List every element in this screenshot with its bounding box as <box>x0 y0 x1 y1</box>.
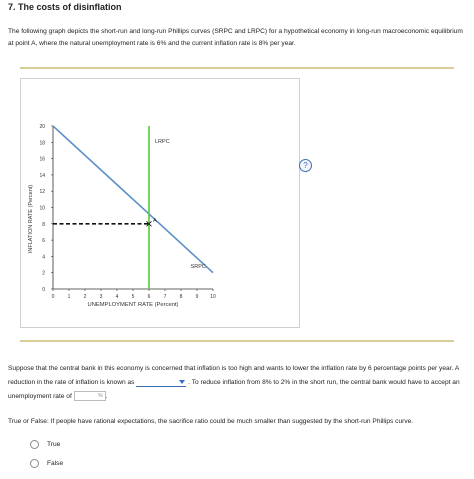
y-tick-label: 10 <box>39 205 45 212</box>
x-axis-label: UNEMPLOYMENT RATE (Percent) <box>87 302 179 308</box>
y-tick-label: 8 <box>42 221 45 228</box>
y-axis-label: INFLATION RATE (Percent) <box>28 184 34 254</box>
graph-panel <box>20 78 308 328</box>
help-icon[interactable]: ? <box>299 159 312 172</box>
x-tick-label: 7 <box>163 294 167 300</box>
x-tick-label: 10 <box>210 294 216 300</box>
question-text-1: Suppose that the central bank in this economy is concerned that inflation is too high and wants to lower the inflation rate by 6 percentage points per year. A reduction in the rate of inflation is known as <box>8 365 459 386</box>
option-false[interactable] <box>30 459 63 468</box>
question-title: 7. The costs of disinflation <box>8 2 122 12</box>
lrpc-label: LRPC <box>155 139 170 146</box>
chevron-down-icon[interactable] <box>179 380 185 384</box>
y-tick-label: 12 <box>39 189 45 196</box>
question-text-3: . <box>105 393 108 400</box>
true-false-prompt: True or False: If people have rational expectations, the sacrifice ratio could be much smaller than suggested by the short-run Phillips curve. <box>8 418 414 425</box>
x-tick-label: 0 <box>51 294 55 300</box>
radio-false[interactable] <box>30 459 39 468</box>
x-tick-label: 5 <box>131 294 135 300</box>
unemployment-rate-input[interactable]: % <box>74 391 106 401</box>
divider-top <box>20 67 454 69</box>
y-tick-label: 20 <box>39 124 45 130</box>
x-tick-label: 3 <box>99 294 103 300</box>
y-tick-label: 18 <box>39 140 45 147</box>
y-tick-label: 4 <box>42 254 45 261</box>
x-tick-label: 9 <box>195 294 199 300</box>
option-true[interactable] <box>30 440 60 449</box>
y-tick-label: 16 <box>39 156 45 163</box>
y-tick-label: 0 <box>42 287 45 293</box>
x-tick-label: 8 <box>179 294 183 300</box>
disinflation-dropdown[interactable] <box>136 377 186 387</box>
question-text-2: . To reduce inflation from 8% to 2% in the short run, the central bank would have to accept an unemployment rate of <box>8 379 460 400</box>
intro-paragraph: The following graph depicts the short-run and long-run Phillips curves (SRPC and LRPC) for a hypothetical economy in long-run macroeconomic equilibrium at point A, where the natural unemployment rate is 6% and the current inflation rate is 8% per year. <box>8 28 463 47</box>
question-paragraph <box>8 362 468 404</box>
x-tick-label: 4 <box>115 294 119 300</box>
point-a-label: A <box>153 217 157 224</box>
divider-bottom <box>20 340 454 342</box>
y-tick-label: 14 <box>39 172 45 179</box>
srpc-label: SRPC <box>190 263 206 270</box>
x-tick-label: 2 <box>83 294 87 300</box>
phillips-curve-chart <box>21 79 299 327</box>
y-tick-label: 6 <box>42 238 45 245</box>
series-srpc <box>53 126 213 273</box>
x-tick-label: 6 <box>147 294 151 300</box>
y-tick-label: 2 <box>42 270 45 277</box>
option-false-label: False <box>47 460 64 467</box>
radio-true[interactable] <box>30 440 39 449</box>
x-tick-label: 1 <box>67 294 71 300</box>
option-true-label: True <box>47 441 61 448</box>
